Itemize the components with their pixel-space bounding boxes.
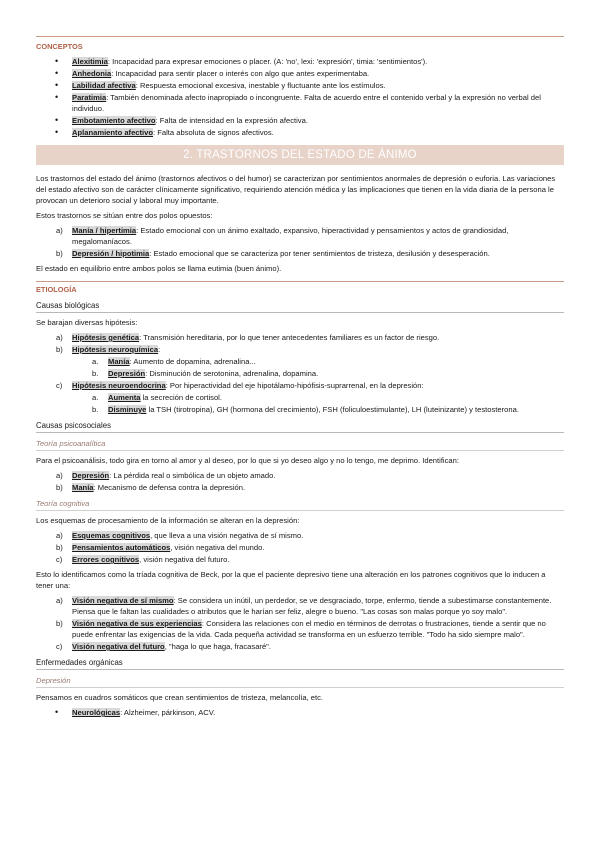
subheading-causas-psicosociales: Causas psicosociales: [36, 420, 564, 433]
psicoanalitica-paragraph: Para el psicoanálisis, todo gira en torno al amor y al deseo, por lo que si yo deseo algo y no lo tengo, me deprimo. Identifican:: [36, 456, 459, 465]
term: Esquemas cognitivos: [72, 531, 151, 540]
item-marker: c): [56, 642, 63, 651]
definition: la TSH (tirotropina), GH (hormona del crecimiento), FSH (foliculoestimulante), LH (luteinizante) y testosterona.: [146, 405, 519, 414]
item-marker: a): [56, 226, 63, 235]
definition: : Por hiperactividad del eje hipotálamo-hipófisis-suprarrenal, en la depresión:: [165, 381, 424, 390]
term: Manía: [72, 483, 94, 492]
list-item: [36, 595, 564, 617]
definition: : Alzheimer, párkinson, ACV.: [120, 708, 216, 717]
beck-paragraph: Esto lo identificamos como la tríada cognitiva de Beck, por la que el paciente depresivo tiene una alteración en los patrones cognitivos que lo inducen a tener una:: [36, 570, 546, 590]
term: Hipótesis neuroendocrina: [72, 381, 166, 390]
definition: , "haga lo que haga, fracasaré".: [164, 642, 271, 651]
item-marker: b): [56, 619, 63, 628]
term: Depresión / hipotimia: [72, 249, 150, 258]
item-marker: b): [56, 345, 63, 354]
list-item: [36, 344, 564, 355]
subheading-causas-biologicas: Causas biológicas: [36, 300, 564, 313]
eutimia-paragraph: El estado en equilibrio entre ambos polos se llama eutimia (buen ánimo).: [36, 264, 282, 273]
term: Visión negativa de sus experiencias: [72, 619, 202, 628]
item-marker: a): [56, 531, 63, 540]
item-marker: b): [56, 543, 63, 552]
hipotesis-intro: Se barajan diversas hipótesis:: [36, 318, 138, 327]
definition: , que lleva a una visión negativa de sí mismo.: [150, 531, 304, 540]
list-item: [36, 332, 564, 343]
definition: : Estado emocional que se caracteriza por tener sentimientos de tristeza, desilusión y desesperación.: [149, 249, 490, 258]
item-marker: b.: [92, 405, 99, 414]
term: Manía / hipertimia: [72, 226, 137, 235]
list-item: [36, 641, 564, 652]
enfermedades-list: [36, 707, 564, 718]
list-item: [36, 380, 564, 391]
list-item: [36, 554, 564, 565]
term: Hipótesis neuroquímica: [72, 345, 159, 354]
term: Alexitimia: [72, 57, 108, 66]
definition: : Transmisión hereditaria, por lo que tener antecedentes familiares es un factor de riesgo.: [139, 333, 440, 342]
term: Embotamiento afectivo: [72, 116, 156, 125]
subheading-teoria-cognitiva: Teoría cognitiva: [36, 498, 564, 511]
section-heading-conceptos: CONCEPTOS: [36, 42, 83, 51]
definition: : Estado emocional con un ánimo exaltado, expansivo, hiperactividad y pensamientos y actos de grandiosidad, megalomaníacos.: [72, 226, 509, 246]
intro-paragraph: Los trastornos del estado del ánimo (trastornos afectivos o del humor) se caracterizan por sentimientos anormales de depresión o euforia. Las variaciones del estado afectivo son de carácter clínicamente significativo, requiriendo atención médica y las implicaciones que tienen en la vida diaria de la persona le provocan un deterioro social y laboral muy importante.: [36, 174, 556, 205]
list-subitem: [36, 356, 564, 367]
list-item: [36, 92, 564, 114]
list-item: [36, 225, 564, 247]
list-item: [36, 56, 564, 67]
definition: : También denominada afecto inapropiado o incongruente. Falta de acuerdo entre el contenido verbal y la expresión no verbal del individuo.: [72, 93, 541, 113]
list-subitem: [36, 392, 564, 403]
item-marker: a): [56, 333, 63, 342]
chapter-title: 2. TRASTORNOS DEL ESTADO DE ÁNIMO: [36, 145, 564, 165]
term: Manía: [108, 357, 130, 366]
hipotesis-list: [36, 332, 564, 415]
item-marker: c): [56, 381, 63, 390]
item-marker: a.: [92, 357, 99, 366]
definition: : Incapacidad para expresar emociones o placer. (A: 'no', lexi: 'expresión', timia: 'sentimientos').: [107, 57, 428, 66]
list-item: [36, 127, 564, 138]
list-item: [36, 482, 564, 493]
term: Paratimia: [72, 93, 107, 102]
definition: : Falta absoluta de signos afectivos.: [153, 128, 274, 137]
term: Neurológicas: [72, 708, 121, 717]
definition: la secreción de cortisol.: [140, 393, 222, 402]
conceptos-list: [36, 56, 564, 138]
definition: : Se considera un inútil, un perdedor, se ve desgraciado, torpe, enfermo, tiende a subestimarse constantemente. Piensa que le faltan las cualidades o atributos que le harían ser feliz, alegre o bueno. "Las cosas son malas porque yo soy malo".: [72, 596, 552, 616]
subheading-depresion: Depresión: [36, 675, 564, 688]
list-item: [36, 80, 564, 91]
polos-list: [36, 225, 564, 259]
enfermedades-paragraph: Pensamos en cuadros somáticos que crean sentimientos de tristeza, melancolía, etc.: [36, 693, 324, 702]
item-marker: c): [56, 555, 63, 564]
list-item: [36, 618, 564, 640]
definition: : Incapacidad para sentir placer o interés con algo que antes experimentaba.: [111, 69, 370, 78]
item-marker: a): [56, 596, 63, 605]
list-item: [36, 707, 564, 718]
cognitiva-paragraph: Los esquemas de procesamiento de la información se alteran en la depresión:: [36, 516, 300, 525]
definition: :: [158, 345, 161, 354]
definition: : La pérdida real o simbólica de un objeto amado.: [109, 471, 276, 480]
list-item: [36, 248, 564, 259]
list-subitem: [36, 404, 564, 415]
definition: : Disminución de serotonina, adrenalina, dopamina.: [145, 369, 319, 378]
item-marker: b): [56, 249, 63, 258]
term: Visión negativa del futuro: [72, 642, 165, 651]
term: Errores cognitivos: [72, 555, 140, 564]
subheading-enfermedades-organicas: Enfermedades orgánicas: [36, 657, 564, 670]
list-item: [36, 470, 564, 481]
item-marker: b): [56, 483, 63, 492]
cognitiva-list: [36, 530, 564, 565]
term: Pensamientos automáticos: [72, 543, 171, 552]
item-marker: a.: [92, 393, 99, 402]
definition: : Aumento de dopamina, adrenalina...: [129, 357, 256, 366]
definition: : Considera las relaciones con el medio en términos de derrotas o frustraciones, tiende a sentir que no puede enfrentar las exigencias de la vida. Cada pequeña actividad se transforma en un esfuerzo terrible. "Todo ha sido siempre malo".: [72, 619, 546, 639]
definition: , visión negativa del mundo.: [170, 543, 265, 552]
list-item: [36, 68, 564, 79]
term: Visión negativa de sí mismo: [72, 596, 174, 605]
psicoanalitica-list: [36, 470, 564, 493]
definition: : Mecanismo de defensa contra la depresión.: [93, 483, 246, 492]
term: Aumenta: [108, 393, 141, 402]
term: Aplanamiento afectivo: [72, 128, 154, 137]
polos-intro: Estos trastornos se sitúan entre dos polos opuestos:: [36, 211, 213, 220]
definition: : Falta de intensidad en la expresión afectiva.: [155, 116, 308, 125]
term: Disminuye: [108, 405, 147, 414]
term: Depresión: [72, 471, 110, 480]
list-item: [36, 530, 564, 541]
term: Anhedonia: [72, 69, 112, 78]
beck-list: [36, 595, 564, 652]
section-heading-etiologia: ETIOLOGÍA: [36, 281, 564, 295]
item-marker: a): [56, 471, 63, 480]
term: Labilidad afectiva: [72, 81, 136, 90]
list-subitem: [36, 368, 564, 379]
term: Hipótesis genética: [72, 333, 140, 342]
item-marker: b.: [92, 369, 99, 378]
subheading-teoria-psicoanalitica: Teoría psicoanalítica: [36, 438, 564, 451]
list-item: [36, 542, 564, 553]
term: Depresión: [108, 369, 146, 378]
definition: , visión negativa del futuro.: [139, 555, 230, 564]
list-item: [36, 115, 564, 126]
definition: : Respuesta emocional excesiva, inestable y fluctuante ante los estímulos.: [135, 81, 386, 90]
top-divider: [36, 36, 564, 37]
